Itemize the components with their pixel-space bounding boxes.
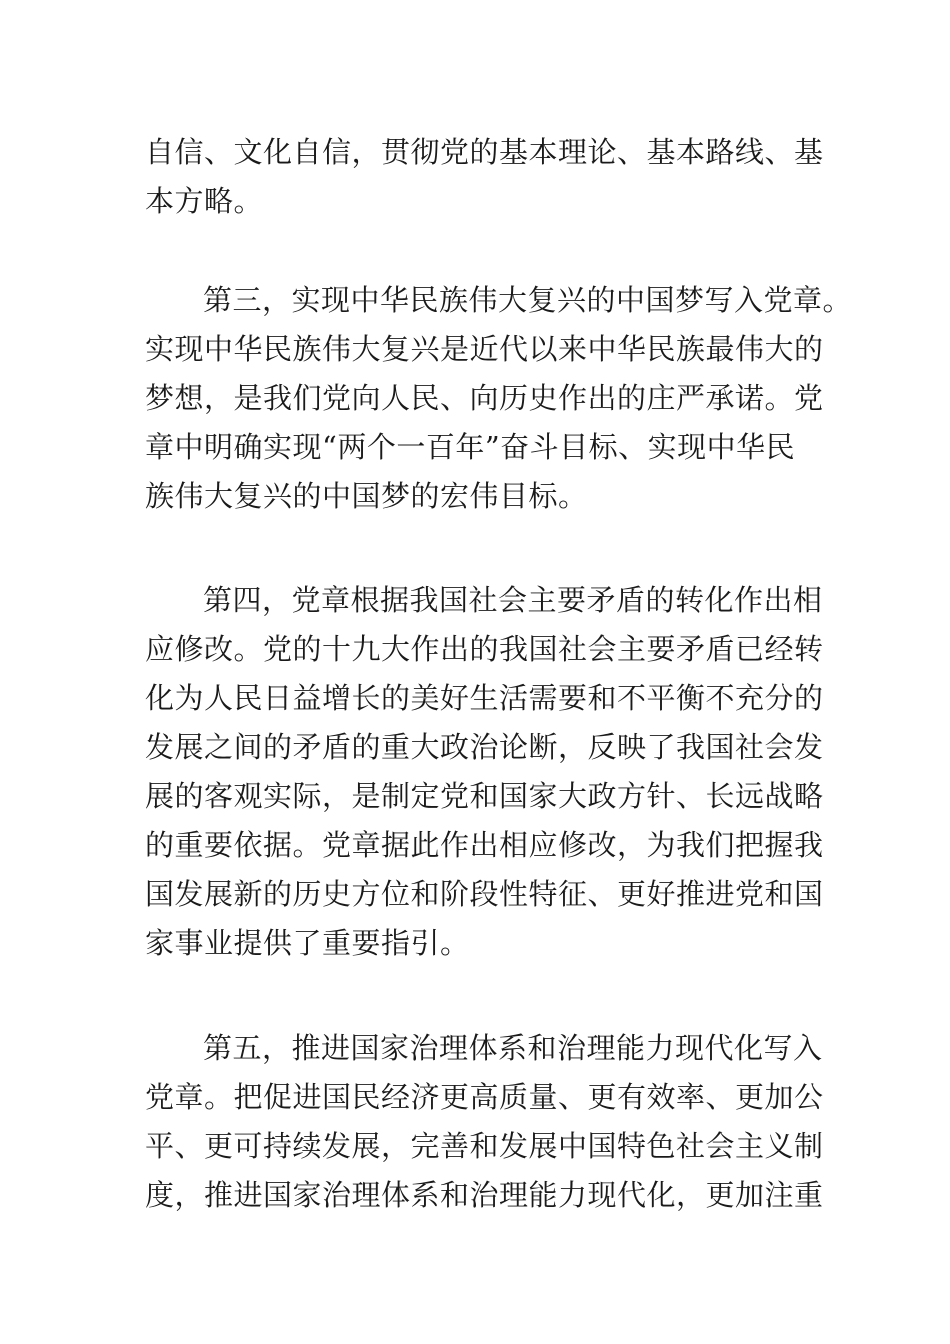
paragraph-3 [145, 576, 824, 968]
text-line: 梦想，是我们党向人民、向历史作出的庄严承诺。党 [145, 381, 824, 415]
text-line: 章中明确实现“两个一百年”奋斗目标、实现中华民 [145, 430, 796, 464]
text-line: 度，推进国家治理体系和治理能力现代化，更加注重 [145, 1178, 824, 1212]
paragraph-4 [145, 1024, 824, 1220]
text-line: 发展之间的矛盾的重大政治论断，反映了我国社会发 [145, 730, 824, 764]
text-line: 实现中华民族伟大复兴是近代以来中华民族最伟大的 [145, 332, 824, 366]
text-line: 国发展新的历史方位和阶段性特征、更好推进党和国 [145, 877, 824, 911]
text-line: 应修改。党的十九大作出的我国社会主要矛盾已经转 [145, 632, 824, 666]
paragraph-2 [145, 276, 853, 521]
text-line: 化为人民日益增长的美好生活需要和不平衡不充分的 [145, 681, 824, 715]
text-line: 第三，实现中华民族伟大复兴的中国梦写入党章。 [203, 283, 853, 317]
text-line: 第五，推进国家治理体系和治理能力现代化写入 [203, 1031, 823, 1065]
text-line: 平、更可持续发展，完善和发展中国特色社会主义制 [145, 1129, 824, 1163]
text-line: 展的客观实际，是制定党和国家大政方针、长远战略 [145, 779, 824, 813]
text-line: 本方略。 [145, 184, 264, 218]
text-line: 族伟大复兴的中国梦的宏伟目标。 [145, 479, 588, 513]
text-line: 的重要依据。党章据此作出相应修改，为我们把握我 [145, 828, 824, 862]
text-line: 家事业提供了重要指引。 [145, 926, 470, 960]
paragraph-1 [145, 128, 824, 226]
text-line: 自信、文化自信，贯彻党的基本理论、基本路线、基 [145, 135, 824, 169]
text-line: 第四，党章根据我国社会主要矛盾的转化作出相 [203, 583, 823, 617]
text-line: 党章。把促进国民经济更高质量、更有效率、更加公 [145, 1080, 824, 1114]
